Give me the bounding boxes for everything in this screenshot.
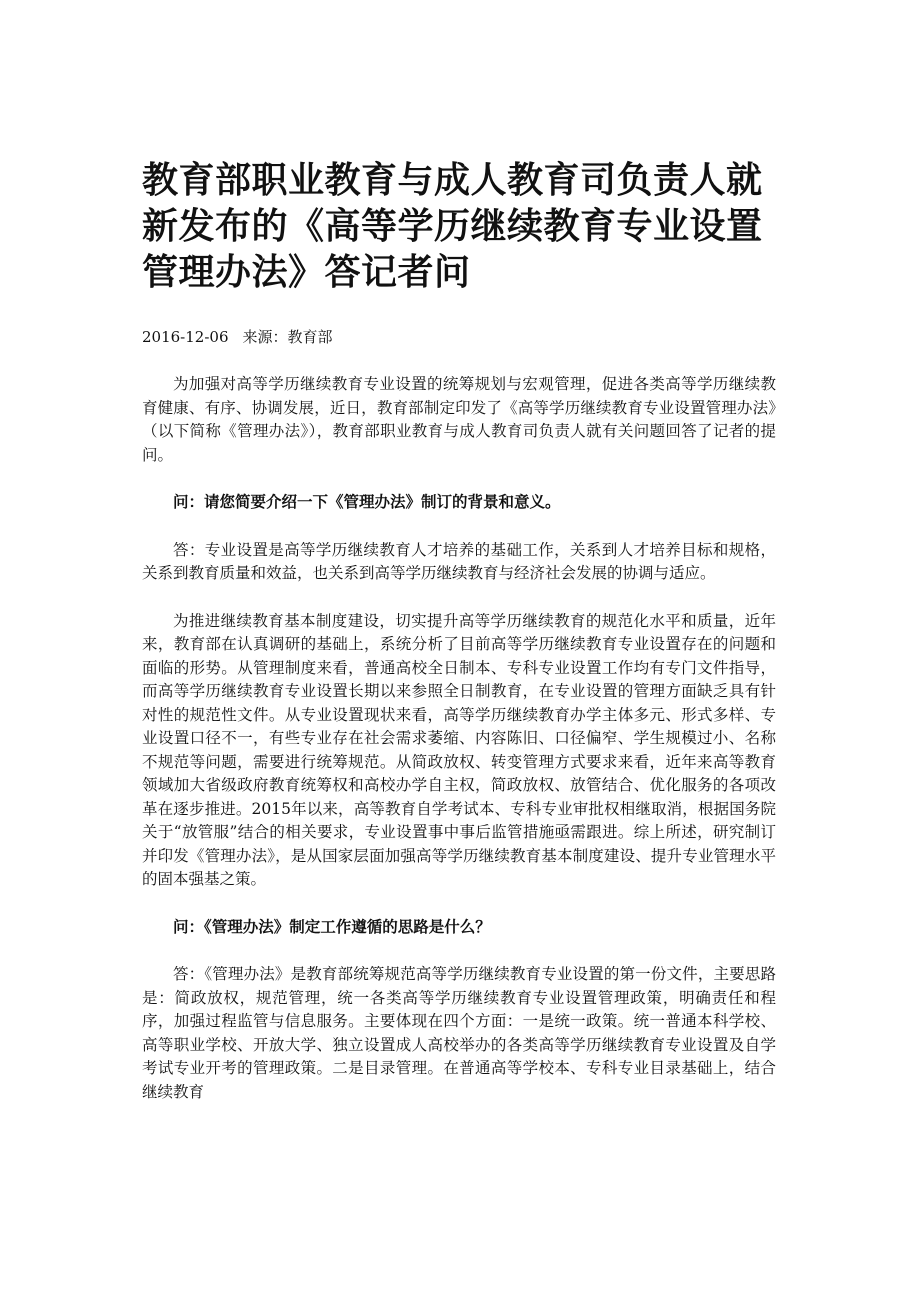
answer-1-paragraph-1: 答：专业设置是高等学历继续教育人才培养的基础工作，关系到人才培养目标和规格，关系到教育质量和效益，也关系到高等学历继续教育与经济社会发展的协调与适应。 (142, 540, 776, 582)
question-1: 问：请您简要介绍一下《管理办法》制订的背景和意义。 (173, 493, 561, 511)
answer-2-paragraph-1: 答：《管理办法》是教育部统筹规范高等学历继续教育专业设置的第一份文件，主要思路是：简政放权，规范管理，统一各类高等学历继续教育专业设置管理政策，明确责任和程序，加强过程监管与信息服务。主要体现在四个方面：一是统一政策。统一普通本科学校、高等职业学校、开放大学、独立设置成人高校举办的各类高等学历继续教育专业设置及自学考试专业开考的管理政策。二是目录管理。在普通高等学校本、专科专业目录基础上，结合继续教育 (142, 965, 776, 1101)
question-2: 问：《管理办法》制定工作遵循的思路是什么？ (173, 917, 491, 936)
answer-1-paragraph-2: 为推进继续教育基本制度建设，切实提升高等学历继续教育的规范化水平和质量，近年来，教育部在认真调研的基础上，系统分析了目前高等学历继续教育专业设置存在的问题和面临的形势。从管理制度来看，普通高校全日制本、专科专业设置工作均有专门文件指导，而高等学历继续教育专业设置长期以来参照全日制教育，在专业设置的管理方面缺乏具有针对性的规范性文件。从专业设置现状来看，高等学历继续教育办学主体多元、形式多样、专业设置口径不一，有些专业存在社会需求萎缩、内容陈旧、口径偏窄、学生规模过小、名称不规范等问题，需要进行统筹规范。从简政放权、转变管理方式要求来看，近年来高等教育领域加大省级政府教育统筹权和高校办学自主权，简政放权、放管结合、优化服务的各项改革在逐步推进。2015年以来，高等教育自学考试本、专科专业审批权相继取消，根据国务院关于“放管服”结合的相关要求，专业设置事中事后监管措施亟需跟进。综上所述，研究制订并印发《管理办法》，是从国家层面加强高等学历继续教育基本制度建设、提升专业管理水平的固本强基之策。 (142, 611, 776, 888)
article (142, 158, 776, 1104)
intro-paragraph: 为加强对高等学历继续教育专业设置的统筹规划与宏观管理，促进各类高等学历继续教育健康、有序、协调发展，近日，教育部制定印发了《高等学历继续教育专业设置管理办法》（以下简称《管理办法》），教育部职业教育与成人教育司负责人就有关问题回答了记者的提问。 (142, 375, 776, 464)
article-title: 教育部职业教育与成人教育司负责人就新发布的《高等学历继续教育专业设置管理办法》答记者问 (142, 160, 763, 293)
publish-date: 2016-12-06 (142, 328, 229, 346)
article-source: 来源：教育部 (242, 328, 333, 346)
article-meta (142, 326, 776, 348)
